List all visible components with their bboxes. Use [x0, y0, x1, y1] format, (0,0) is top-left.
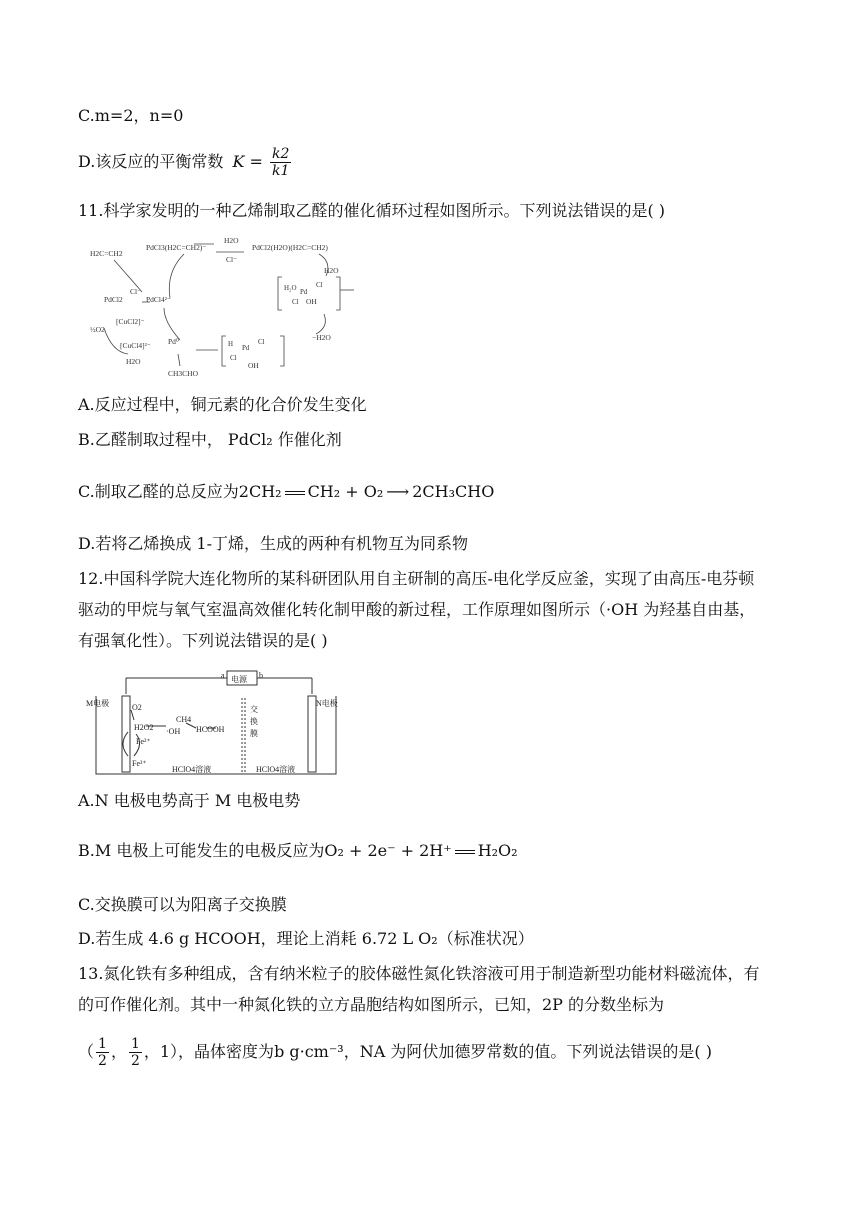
ethylene-label: H2C=CH2	[90, 249, 123, 258]
pd-complex-1: PdCl3(H2C=CH2)⁻	[146, 243, 207, 252]
q12-option-a: A.N 电极电势高于 M 电极电势	[78, 791, 301, 810]
q13-stem-coordinates: （ $\frac{1}{2}$ ， $\frac{1}{2}$ ，1），晶体密度为b g·cm⁻³，NA 为阿伏加德罗常数的值。下列说法错误的是( )	[78, 1036, 712, 1069]
pdcl2-label: PdCl2	[104, 295, 123, 304]
svg-text:膜: 膜	[250, 729, 258, 738]
left-solution-label: HClO4溶液	[172, 765, 212, 774]
q11-option-c: C.制取乙醛的总反应为2CH₂ CH₂ + O₂ ⟶ 2CH₃CHO	[78, 480, 494, 504]
h2o-label-right: H2O	[324, 266, 339, 275]
q11-option-d: D.若将乙烯换成 1-丁烯，生成的两种有机物互为同系物	[78, 534, 469, 553]
q11-catalytic-cycle-diagram	[84, 232, 374, 382]
pd-complex-2: PdCl2(H2O)(H2C=CH2)	[252, 243, 328, 252]
q11-stem: 11.科学家发明的一种乙烯制取乙醛的催化循环过程如图所示。下列说法错误的是( )	[78, 201, 666, 220]
double-bond-sign	[285, 491, 305, 495]
h2o-label: H2O	[224, 236, 239, 245]
svg-text:Cl: Cl	[230, 354, 237, 362]
fe2-label: Fe²⁺	[136, 737, 151, 746]
q11-option-a: A.反应过程中，铜元素的化合价发生变化	[78, 395, 367, 414]
svg-text:Cl: Cl	[292, 298, 299, 306]
svg-text:Pd: Pd	[242, 344, 250, 352]
right-solution-label: HClO4溶液	[256, 765, 296, 774]
cl-label: Cl⁻	[226, 255, 238, 264]
cucl4-label: [CuCl4]²⁻	[120, 341, 151, 350]
equals-sign	[455, 850, 475, 854]
h2o2-label: H2O2	[134, 723, 154, 732]
q10-option-d: D.该反应的平衡常数 K = $\frac{k2}{k1}$	[78, 146, 290, 179]
terminal-b: b	[259, 671, 263, 680]
q12-option-c: C.交换膜可以为阳离子交换膜	[78, 895, 287, 914]
q12-option-b: B.M 电极上可能发生的电极反应为O₂ + 2e⁻ + 2H⁺ H₂O₂	[78, 841, 518, 860]
m-electrode-label: M电极	[86, 699, 110, 708]
reaction-arrow: ⟶	[386, 482, 410, 501]
fe3-label: Fe³⁺	[132, 759, 147, 768]
cl-left-label: Cl⁻	[130, 287, 142, 296]
terminal-a: a	[221, 671, 225, 680]
svg-text:Cl: Cl	[258, 338, 265, 346]
svg-text:H: H	[228, 340, 234, 348]
q12-electrolysis-diagram	[86, 668, 386, 780]
q12-stem: 12.中国科学院大连化物所的某科研团队用自主研制的高压-电化学反应釜，实现了由高压-电芬顿驱动的甲烷与氧气室温高效催化转化制甲酸的新过程，工作原理如图所示（·OH 为羟基自由基，有强氧化性）。下列说法错误的是( )	[78, 569, 756, 650]
svg-text:换: 换	[250, 717, 258, 726]
ch4-label: CH4	[176, 715, 192, 724]
q13-stem: 13.氮化铁有多种组成，含有纳米粒子的胶体磁性氮化铁溶液可用于制造新型功能材料磁流体，有的可作催化剂。其中一种氮化铁的立方晶胞结构如图所示，已知，2P 的分数坐标为	[78, 964, 760, 1014]
h2o-bottom-label: H2O	[126, 357, 141, 366]
acetaldehyde-label: CH3CHO	[168, 369, 199, 378]
n-electrode-label: N电极	[316, 699, 338, 708]
q11-option-b: B.乙醛制取过程中， PdCl₂ 作催化剂	[78, 430, 342, 449]
pd0-label: Pd⁰	[168, 337, 179, 346]
cucl2-label: [CuCl2]⁻	[116, 317, 145, 326]
svg-text:交: 交	[250, 705, 258, 714]
fraction-k2-k1: $\frac{k2}{k1}$	[271, 146, 290, 179]
svg-text:H₂O: H₂O	[284, 284, 297, 292]
oh-radical-label: ·OH	[166, 727, 181, 736]
q10-option-c: C.m=2，n=0	[78, 106, 184, 125]
hcooh-label: HCOOH	[196, 725, 225, 734]
minus-h2o-label: −H2O	[312, 333, 331, 342]
svg-text:Pd: Pd	[300, 288, 308, 296]
half-o2-label: ½O2	[90, 325, 105, 334]
oh-label-1: OH	[306, 297, 317, 306]
pdcl4-label: PdCl4²⁻	[146, 295, 171, 304]
membrane-label	[250, 704, 258, 738]
oh-label-2: OH	[248, 361, 259, 370]
power-label: 电源	[231, 675, 247, 684]
fraction-half-1: $\frac{1}{2}$	[98, 1036, 107, 1069]
o2-label: O2	[132, 703, 142, 712]
fraction-half-2: $\frac{1}{2}$	[130, 1036, 140, 1069]
svg-text:Cl: Cl	[316, 281, 323, 289]
q12-option-d: D.若生成 4.6 g HCOOH，理论上消耗 6.72 L O₂（标准状况）	[78, 929, 534, 948]
